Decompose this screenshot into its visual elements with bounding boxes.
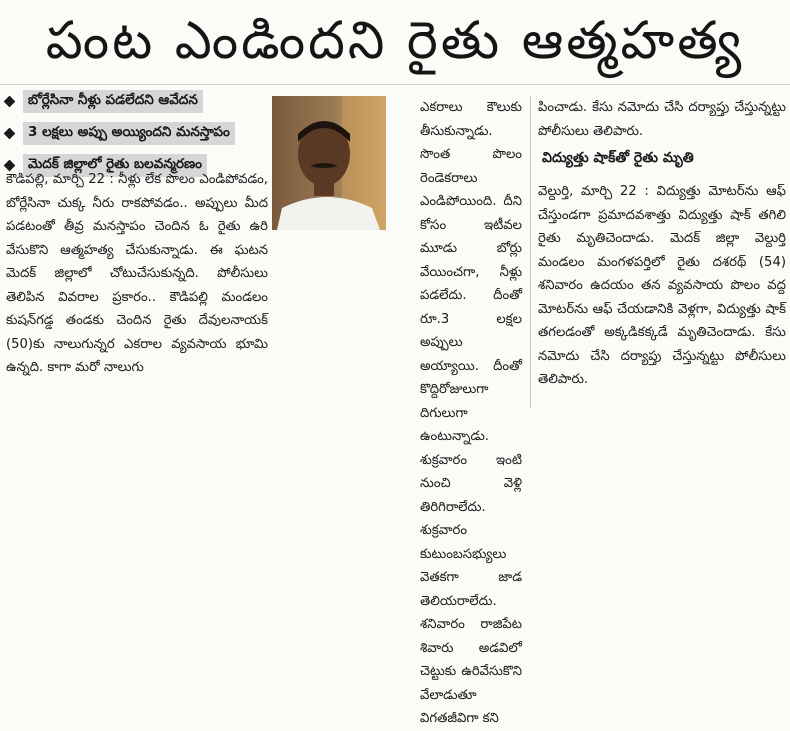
story-column-1 bbox=[6, 168, 268, 380]
bullet-item bbox=[4, 88, 274, 114]
headline-rule bbox=[0, 84, 790, 85]
story-paragraph: కౌడిపల్లి, మార్చి 22 : నీళ్లు లేక పొలం ఎండిపోవడం, బోర్లేసినా చుక్క నీరు రాకపోవడం.. అప్పులు మీద పడటంతో తీవ్ర మనస్తాపం చెందిన ఓ రైతు ఉరి వేసుకొని ఆత్మహత్య చేసుకున్నాడు. ఈ ఘటన మెదక్ జిల్లాలో చోటుచేసుకున్నది. పోలీసులు తెలిపిన వివరాల ప్రకారం.. కౌడిపల్లి మండలం కుషన్‌గడ్డ తండకు చెందిన రైతు దేవులనాయక్ (50)కు నాలుగున్నర ఎకరాల వ్యవసాయ భూమి ఉన్నది. కాగా మరో నాలుగు bbox=[6, 172, 268, 375]
second-story-body bbox=[538, 180, 786, 392]
bullet-text: 3 లక్షలు అప్పు అయ్యిందని మనస్తాపం bbox=[23, 122, 235, 145]
column-divider bbox=[530, 96, 531, 408]
bullet-text: బోర్లేసినా నీళ్లు పడలేదని ఆవేదన bbox=[23, 90, 203, 113]
bullet-diamond-icon bbox=[4, 95, 16, 107]
story-paragraph: ఎకరాలు కౌలుకు తీసుకున్నాడు. సొంత పొలం రెండెకరాలు ఎండిపోయింది. దీని కోసం ఇటీవల మూడు బోర్లు వేయించగా, నీళ్లు పడలేదు. దీంతో రూ.3 లక్షల అప్పులు అయ్యాయి. దీంతో కొద్దిరోజులుగా దిగులుగా ఉంటున్నాడు. శుక్రవారం ఇంటి నుంచి వెళ్లి తిరిగిరాలేదు. శుక్రవారం కుటుంబసభ్యులు వెతకగా జాడ తెలియరాలేదు. శనివారం రాజిపేట శివారు అడవిలో చెట్టుకు ఉరివేసుకొని వేలాడుతూ విగతజీవిగా కని bbox=[420, 100, 522, 726]
farmer-portrait-icon bbox=[272, 96, 386, 230]
story-paragraph: వెల్దుర్తి, మార్చి 22 : విద్యుత్తు మోటర్‌ను ఆఫ్ చేస్తుండగా ప్రమాదవశాత్తు విద్యుత్తు షాక్ తగిలి రైతు మృతిచెందాడు. మెదక్ జిల్లా వెల్దుర్తి మండలం మంగళపర్తిలో రైతు దశరథ్ (54) శనివారం ఉదయం తన వ్యవసాయ పొలం వద్ద మోటర్‌ను ఆఫ్ చేయడానికి వెళ్లగా, విద్యుత్తు షాక్ తగలడంతో అక్కడికక్కడే మృతిచెందాడు. కేసు నమోదు చేసి దర్యాప్తు చేస్తున్నట్టు పోలీసులు తెలిపారు. bbox=[538, 184, 786, 387]
story-paragraph: పించాడు. కేసు నమోదు చేసి దర్యాప్తు చేస్తున్నట్టు పోలీసులు తెలిపారు. bbox=[538, 100, 786, 139]
story-column-2 bbox=[420, 96, 522, 731]
bullet-item bbox=[4, 120, 274, 146]
headline: పంట ఎండిందని రైతు ఆత్మహత్య bbox=[45, 11, 745, 71]
farmer-photo bbox=[272, 96, 386, 230]
bullet-diamond-icon bbox=[4, 127, 16, 139]
second-story-subhead: విద్యుత్తు షాక్‌తో రైతు మృతి bbox=[542, 150, 694, 166]
bullet-text: మెదక్ జిల్లాలో రైతు బలవన్మరణం bbox=[23, 154, 207, 177]
story-column-3 bbox=[538, 96, 786, 143]
